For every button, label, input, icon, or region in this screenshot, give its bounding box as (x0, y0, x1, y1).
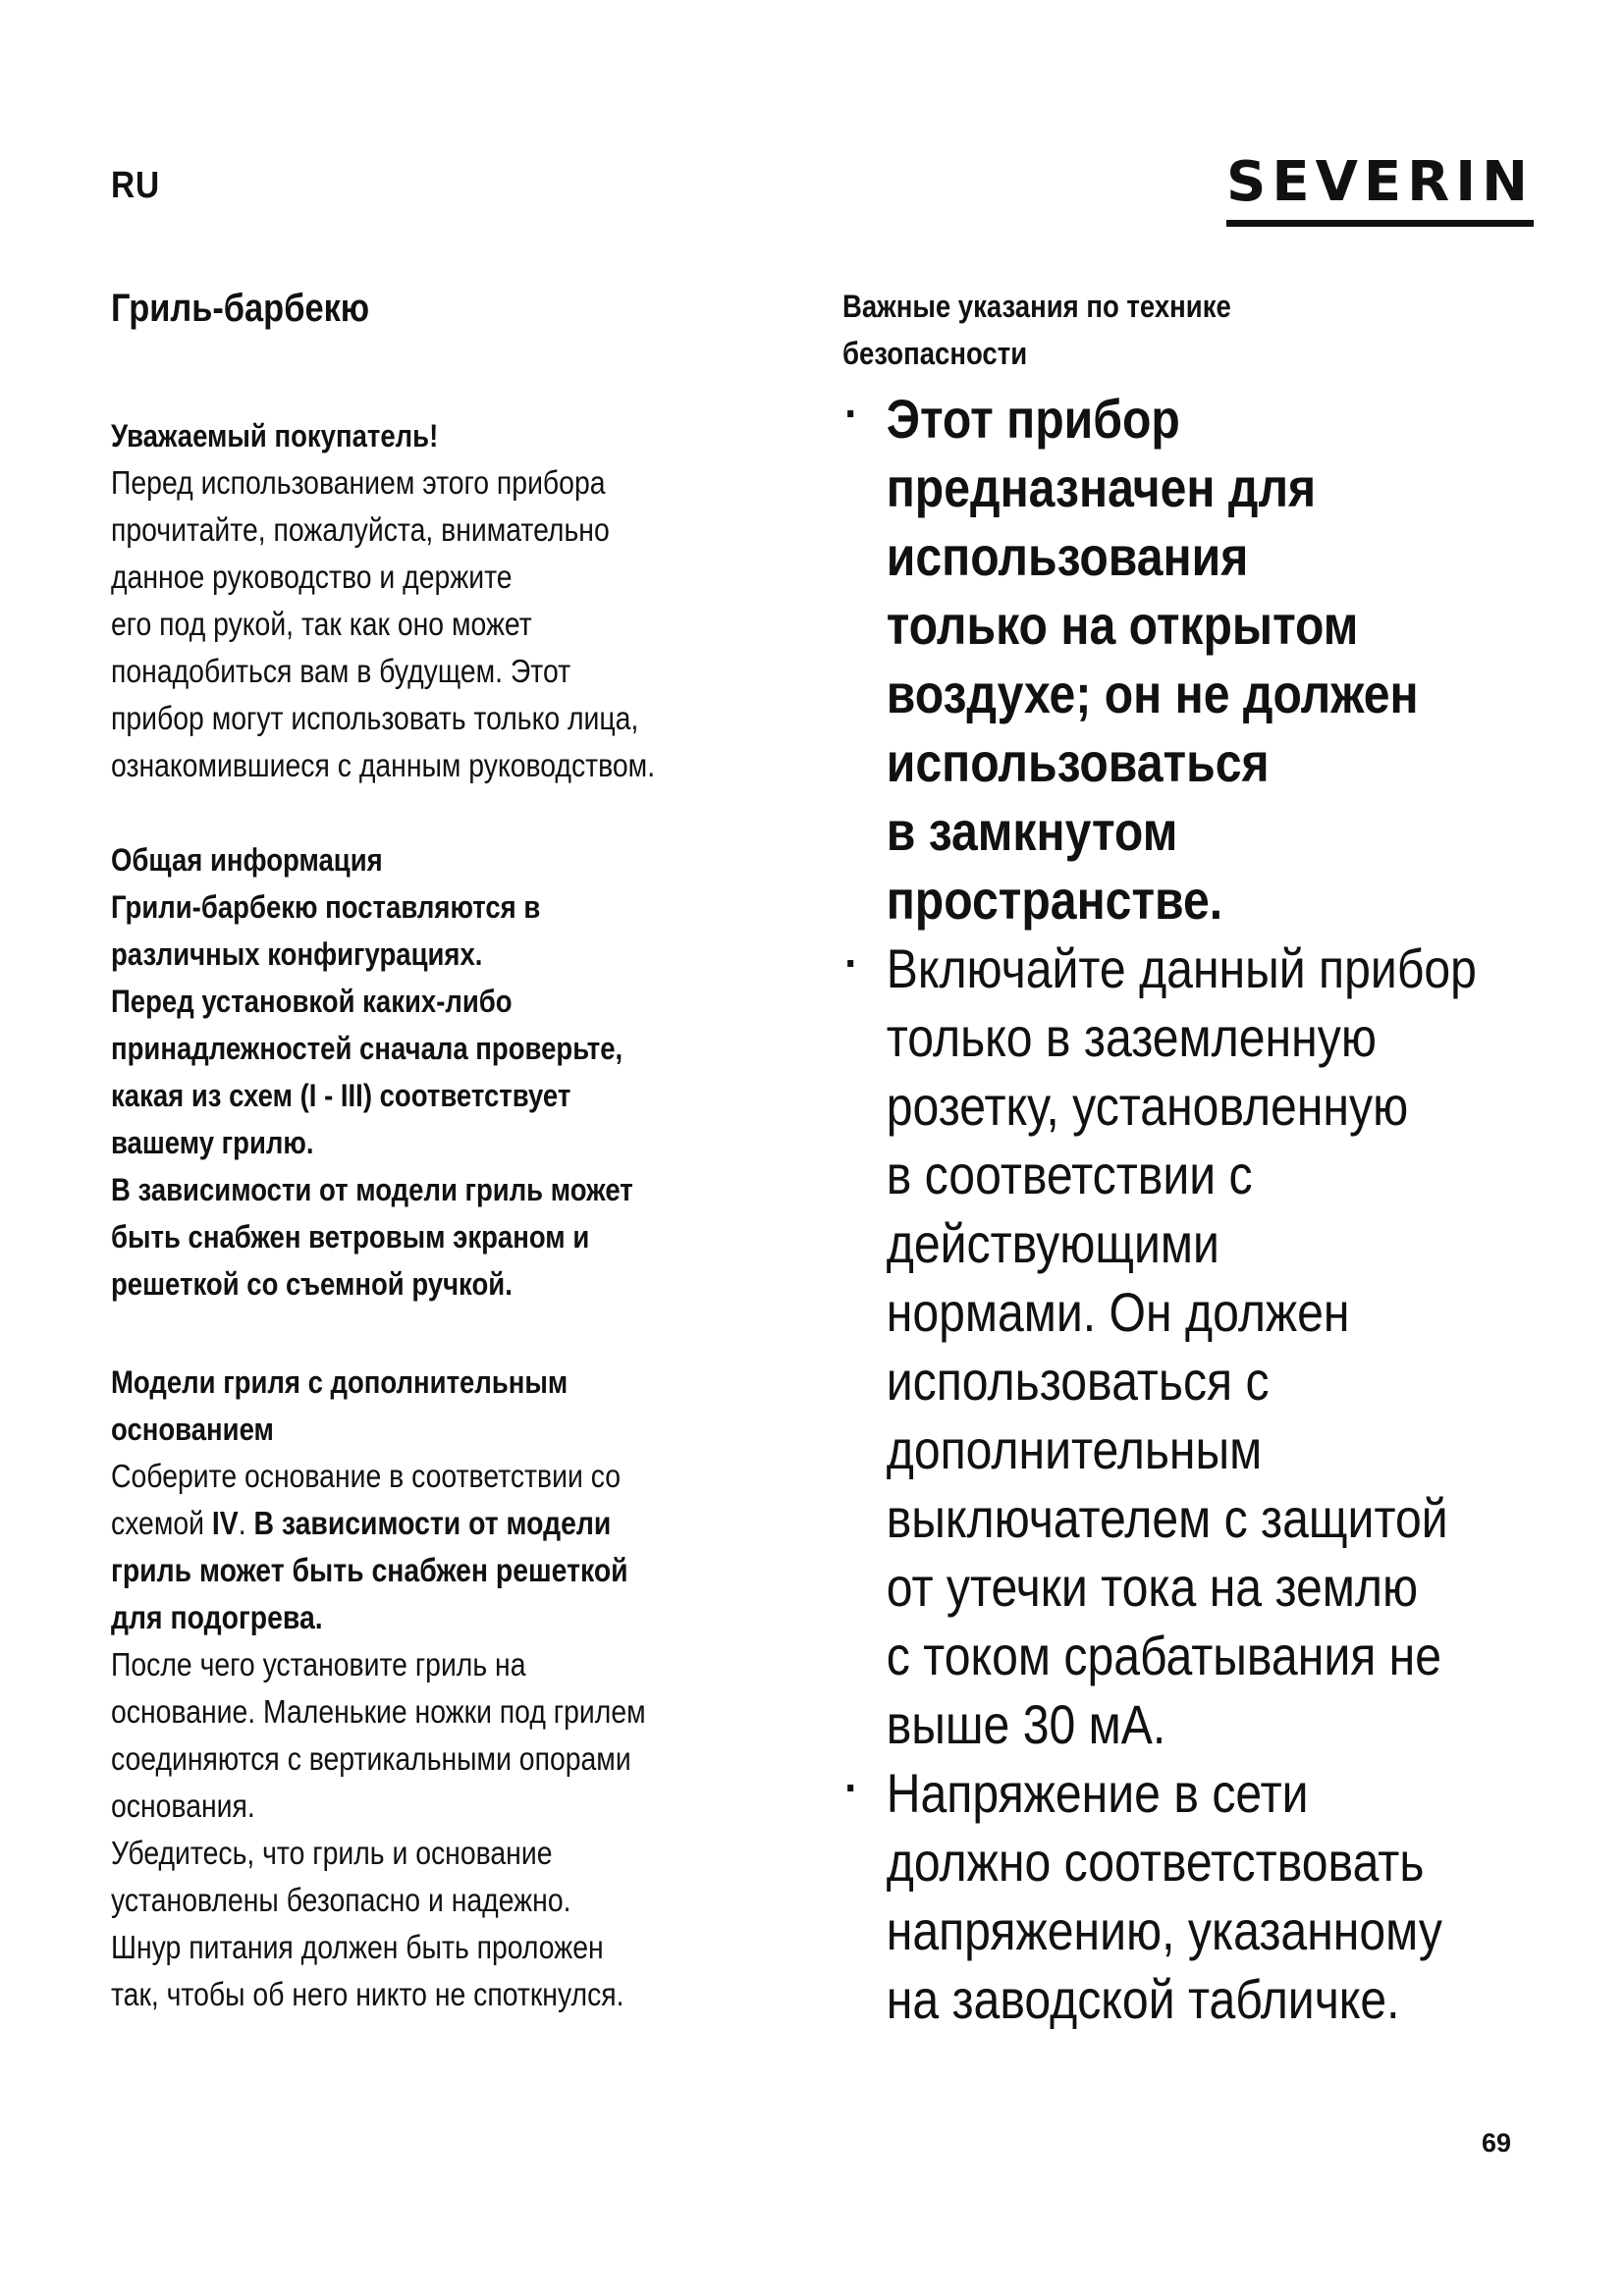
general-info-heading: Общая информация (111, 842, 383, 878)
models-text-part2: . (238, 1505, 254, 1541)
brand-logo (1225, 150, 1534, 227)
safety-heading: Важные указания по технике безопасности (842, 289, 1231, 371)
models-heading: Модели гриля с дополнительным основанием (111, 1364, 568, 1447)
models-text (111, 1453, 796, 1641)
general-info-text: Грили-барбекю поставляются в различных конфигурациях. Перед установкой каких-либо принадлежностей сначала проверьте, какая из схем (I - III) соответствует вашему грилю. В зависимости от модели гриль может быть снабжен ветровым экраном и решеткой со съемной ручкой. (111, 889, 633, 1302)
bullet-marker (847, 1785, 853, 1791)
safety-bullet (842, 1759, 1557, 2034)
models-text-part1: Соберите основание в соответствии со схемой (111, 1458, 621, 1541)
right-column (842, 283, 1559, 2034)
bullet-marker (847, 410, 853, 417)
safety-bullet-text: Напряжение в сети должно соответствовать напряжению, указанному на заводской табличке. (886, 1762, 1442, 2030)
safety-bullet-text: Этот прибор предназначен для использования только на открытом воздухе; он не должен использоваться в замкнутом пространстве. (886, 388, 1419, 931)
greeting-text: Перед использованием этого прибора прочитайте, пожалуйста, внимательно данное руководство и держите его под рукой, так как оно может понадобиться вам в будущем. Этот прибор могут использовать только лица, ознакомившиеся с данным руководством. (111, 464, 656, 783)
models-text-after: После чего установите гриль на основание. Маленькие ножки под грилем соединяются с вертикальными опорами основания. Убедитесь, что гриль и основание установлены безопасно и надежно. Шнур питания должен быть проложен так, чтобы об него никто не споткнулся. (111, 1646, 646, 2012)
brand-underline (1226, 220, 1534, 227)
brand-name: SEVERIN (1225, 150, 1534, 214)
language-code: RU (111, 165, 161, 206)
safety-bullet (842, 385, 1557, 934)
safety-bullet-text: Включайте данный прибор только в заземленную розетку, установленную в соответствии с действующими нормами. Он должен использоваться с дополнительным выключателем с защитой от утечки тока на землю с током срабатывания не выше 30 мА. (886, 937, 1477, 1755)
safety-bullet (842, 934, 1557, 1759)
page-number: 69 (1481, 2128, 1511, 2158)
scheme-ref: IV (211, 1505, 239, 1541)
page-title: Гриль-барбекю (111, 287, 370, 330)
left-column (111, 285, 798, 2018)
greeting-heading: Уважаемый покупатель! (111, 418, 439, 454)
bullet-marker (847, 960, 853, 967)
models-bold-text: В зависимости от модели гриль может быть снабжен решеткой для подогрева. (111, 1505, 628, 1635)
